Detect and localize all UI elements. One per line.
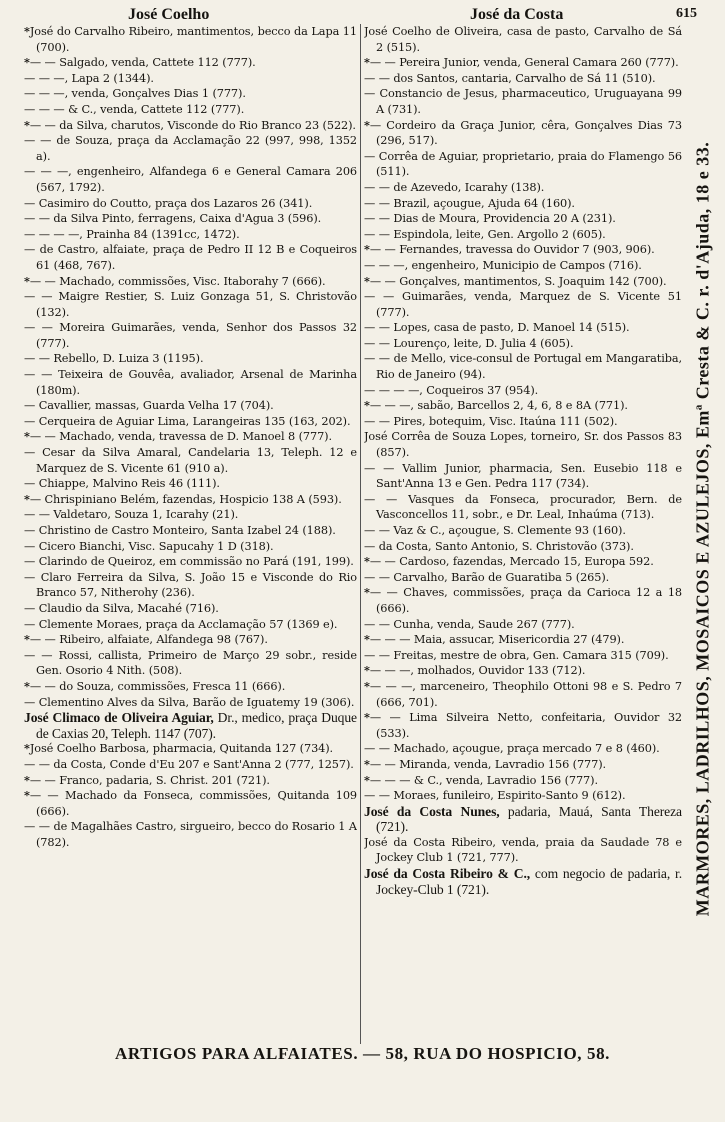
entry-star-marker: * (364, 632, 370, 647)
entry-text: — — —, venda, Gonçalves Dias 1 (777). (24, 87, 246, 101)
entry-text: — — Rossi, callista, Primeiro de Março 29 sobr., reside Gen. Osorio 4 Nith. (508). (24, 648, 357, 678)
directory-entry (364, 398, 682, 414)
entry-text: — — Rebello, D. Luiza 3 (1195). (24, 352, 204, 366)
directory-entry (24, 539, 357, 555)
entry-text: — — Vaz & C., açougue, S. Clemente 93 (160). (364, 524, 626, 537)
directory-entry (24, 476, 357, 492)
directory-entry (24, 741, 357, 757)
directory-entry (364, 539, 682, 555)
entry-text: José do Carvalho Ribeiro, mantimentos, becco da Lapa 11 (700). (29, 25, 357, 54)
entry-text: — — — & C., venda, Cattete 112 (777). (24, 102, 245, 116)
entry-text: com negocio de padaria, r. Jockey-Club 1 (721). (376, 866, 682, 897)
directory-entry (364, 554, 682, 570)
directory-entry (364, 835, 682, 866)
directory-entry (24, 695, 357, 711)
directory-entry (364, 351, 682, 382)
entry-bold-name: José da Costa Nunes, (364, 803, 500, 819)
entry-text: — — Machado, commissões, Visc. Itaborahy 7 (666). (29, 274, 326, 288)
entry-text: — — Salgado, venda, Cattete 112 (777). (29, 56, 256, 70)
left-column (24, 24, 357, 1044)
entry-text: — — Pires, botequim, Visc. Itaúna 111 (502). (364, 414, 618, 428)
entry-text: — Chiappe, Malvino Reis 46 (111). (24, 477, 220, 491)
entry-text: — — Cardoso, fazendas, Mercado 15, Europa 592. (369, 555, 654, 569)
footer-advertisement: ARTIGOS PARA ALFAIATES. — 58, RUA DO HOSPICIO, 58. (114, 1044, 611, 1063)
entry-text: — — Cunha, venda, Saude 267 (777). (364, 617, 575, 631)
entry-text: — Cordeiro da Graça Junior, cêra, Gonçalves Dias 73 (296, 517). (369, 118, 682, 148)
entry-text: — — — —, Prainha 84 (1391cc, 1472). (24, 227, 240, 241)
entry-text: — — —, sabão, Barcellos 2, 4, 6, 8 e 8A (771). (369, 399, 628, 413)
entry-text: — — Maigre Restier, S. Luiz Gonzaga 51, S. Christovão (132). (24, 290, 357, 319)
directory-entry (364, 617, 682, 633)
entry-text: José Coelho de Oliveira, casa de pasto, Carvalho de Sá 2 (515). (364, 25, 682, 54)
entry-text: — Claudio da Silva, Macahé (716). (24, 601, 219, 615)
entry-star-marker: * (24, 678, 30, 693)
directory-entry (24, 601, 357, 617)
entry-star-marker: * (364, 398, 370, 413)
directory-entry (364, 741, 682, 757)
entry-star-marker: * (24, 491, 30, 506)
entry-text: — Cavallier, massas, Guarda Velha 17 (704). (24, 399, 274, 413)
directory-entry (364, 710, 682, 741)
entry-text: — — Brazil, açougue, Ajuda 64 (160). (364, 196, 575, 210)
entry-star-marker: * (364, 772, 370, 787)
directory-entry (364, 336, 682, 352)
directory-entry (24, 164, 357, 195)
page-number: 615 (676, 6, 697, 21)
entry-text: — Clarindo de Queiroz, em commissão no Pará (191, 199). (24, 555, 354, 569)
directory-entry (364, 523, 682, 539)
entry-text: — — —, engenheiro, Alfandega 6 e General Camara 206 (567, 1792). (24, 165, 357, 194)
entry-text: — — —, molhados, Ouvidor 133 (712). (369, 664, 586, 678)
entry-text: — Cesar da Silva Amaral, Candelaria 13, Teleph. 12 e Marquez de S. Vicente 61 (910 a). (24, 446, 357, 475)
entry-text: — — de Magalhães Castro, sirgueiro, becco do Rosario 1 A (782). (24, 820, 357, 849)
directory-entry (24, 102, 357, 118)
entry-text: — — da Costa, Conde d'Eu 207 e Sant'Anna 2 (777, 1257). (24, 757, 354, 771)
entry-text: — — Fernandes, travessa do Ouvidor 7 (903, 906). (369, 243, 655, 257)
entry-text: — — Lima Silveira Netto, confeitaria, Ouvidor 32 (533). (369, 711, 682, 740)
entry-text: Dr., medico, praça Duque de Caxias 20, Teleph. 1147 (707). (36, 710, 357, 741)
directory-entry (24, 819, 357, 850)
header-right-entry: José da Costa (470, 6, 564, 23)
entry-text: — — Vasques da Fonseca, procurador, Bern. de Vasconcellos 11, sobr., e Dr. Leal, Inhaúma (713). (364, 492, 682, 522)
entry-text: — — — & C., venda, Lavradio 156 (777). (369, 773, 598, 787)
entry-text: — — Miranda, venda, Lavradio 156 (777). (369, 757, 607, 771)
entry-text: — — —, marceneiro, Theophilo Ottoni 98 e S. Pedro 7 (666, 701). (369, 679, 682, 709)
entry-star-marker: * (364, 554, 370, 569)
directory-entry (24, 289, 357, 320)
entry-text: — — Teixeira de Gouvêa, avaliador, Arsenal de Marinha (180m). (24, 368, 357, 397)
entry-text: — — dos Santos, cantaria, Carvalho de Sá 11 (510). (364, 71, 656, 85)
entry-text: — — da Silva Pinto, ferragens, Caixa d'Agua 3 (596). (24, 212, 322, 226)
entry-text: — — Carvalho, Barão de Guaratiba 5 (265). (364, 570, 610, 584)
entry-text: — — —, Lapa 2 (1344). (24, 71, 154, 85)
entry-star-marker: * (364, 242, 370, 257)
entry-star-marker: * (24, 772, 30, 787)
entry-text: — Clementino Alves da Silva, Barão de Iguatemy 19 (306). (24, 695, 355, 709)
entry-star-marker: * (24, 632, 30, 647)
header-left-entry: José Coelho (128, 6, 210, 23)
entry-text: — — Machado, açougue, praça mercado 7 e 8 (460). (364, 742, 660, 756)
directory-entry (24, 242, 357, 273)
directory-entry (364, 86, 682, 117)
entry-text: — — Moreira Guimarães, venda, Senhor dos Passos 32 (777). (24, 321, 357, 350)
directory-entry (364, 866, 682, 897)
directory-entry (364, 289, 682, 320)
directory-entry (24, 211, 357, 227)
directory-entry (24, 320, 357, 351)
directory-entry (364, 227, 682, 243)
directory-entry (364, 757, 682, 773)
directory-entry (364, 211, 682, 227)
directory-entry (24, 414, 357, 430)
entry-text: — — Lourenço, leite, D. Julia 4 (605). (364, 336, 574, 350)
directory-entry (24, 710, 357, 741)
entry-text: — — Guimarães, venda, Marquez de S. Vicente 51 (777). (364, 290, 682, 319)
directory-entry (364, 24, 682, 55)
directory-entry (364, 118, 682, 149)
directory-entry (364, 663, 682, 679)
directory-entry (24, 398, 357, 414)
directory-entry (24, 788, 357, 819)
entry-star-marker: * (364, 117, 370, 132)
directory-entry (364, 258, 682, 274)
entry-star-marker: * (24, 429, 30, 444)
directory-entry (24, 773, 357, 789)
entry-star-marker: * (364, 55, 370, 70)
entry-text: — Cicero Bianchi, Visc. Sapucahy 1 D (318). (24, 539, 274, 553)
entry-text: — — — —, Coqueiros 37 (954). (364, 383, 539, 397)
directory-entry (364, 492, 682, 523)
entry-text: — de Castro, alfaiate, praça de Pedro II 12 B e Coqueiros 61 (468, 767). (24, 243, 357, 272)
directory-entry (364, 414, 682, 430)
entry-text: — — de Mello, vice-consul de Portugal em Mangaratiba, Rio de Janeiro (94). (364, 352, 682, 382)
directory-entry (24, 679, 357, 695)
directory-entry (364, 679, 682, 710)
directory-entry (24, 554, 357, 570)
entry-text: — — Pereira Junior, venda, General Camara 260 (777). (369, 56, 679, 70)
directory-entry (364, 55, 682, 71)
directory-entry (24, 118, 357, 134)
entry-text: — Constancio de Jesus, pharmaceutico, Uruguayana 99 A (731). (364, 87, 682, 116)
entry-text: — — Franco, padaria, S. Christ. 201 (721). (29, 773, 270, 787)
entry-text: — — — Maia, assucar, Misericordia 27 (479). (369, 633, 625, 647)
entry-star-marker: * (24, 55, 30, 70)
column-divider (360, 24, 361, 1044)
entry-text: — Clemente Moraes, praça da Acclamação 57 (1369 e). (24, 617, 338, 631)
entry-text: — — Valdetaro, Souza 1, Icarahy (21). (24, 508, 239, 522)
directory-entry (24, 227, 357, 243)
directory-entry (24, 196, 357, 212)
entry-star-marker: * (364, 585, 370, 600)
entry-text: — Corrêa de Aguiar, proprietario, praia do Flamengo 56 (511). (364, 149, 682, 179)
entry-star-marker: * (24, 788, 30, 803)
entry-star-marker: * (24, 273, 30, 288)
directory-entry (24, 133, 357, 164)
entry-text: padaria, Mauá, Santa Thereza (721). (376, 803, 682, 835)
entry-bold-name: José da Costa Ribeiro & C., (364, 866, 531, 882)
directory-entry (364, 383, 682, 399)
side-advertisement-text: MARMORES, LADRILHOS, MOSAICOS E AZULEJOS, Emª Cresta & C. r. d'Ajuda, 18 e 33. (692, 141, 713, 917)
directory-entry (24, 71, 357, 87)
directory-entry (24, 367, 357, 398)
entry-text: — — —, engenheiro, Municipio de Campos (716). (364, 258, 642, 272)
entry-text: — Cerqueira de Aguiar Lima, Larangeiras 135 (163, 202). (24, 414, 351, 428)
entry-text: — — Dias de Moura, Providencia 20 A (231). (364, 212, 616, 226)
side-advertisement (686, 24, 720, 1034)
directory-entry (24, 507, 357, 523)
entry-text: — — Chaves, commissões, praça da Carioca 12 a 18 (666). (369, 586, 682, 615)
entry-text: — da Costa, Santo Antonio, S. Christovão (373). (364, 539, 634, 553)
entry-star-marker: * (364, 710, 370, 725)
directory-entry (24, 55, 357, 71)
right-column (364, 24, 682, 1044)
directory-entry (24, 523, 357, 539)
entry-star-marker: * (364, 756, 370, 771)
directory-entry (364, 461, 682, 492)
directory-entry (364, 196, 682, 212)
entry-text: — — da Silva, charutos, Visconde do Rio Branco 23 (522). (29, 118, 356, 132)
directory-entry (364, 632, 682, 648)
directory-entry (364, 648, 682, 664)
entry-text: — — Moraes, funileiro, Espirito-Santo 9 (612). (364, 789, 626, 803)
entry-star-marker: * (24, 24, 30, 38)
directory-entry (24, 445, 357, 476)
entry-text: — Christino de Castro Monteiro, Santa Izabel 24 (188). (24, 524, 336, 537)
entry-text: José da Costa Ribeiro, venda, praia da Saudade 78 e Jockey Club 1 (721, 777). (364, 835, 682, 865)
directory-entry (364, 180, 682, 196)
entry-bold-name: José Climaco de Oliveira Aguiar, (24, 710, 214, 726)
directory-entry (24, 274, 357, 290)
entry-text: — — Ribeiro, alfaiate, Alfandega 98 (767). (29, 633, 268, 647)
entry-text: — Casimiro do Coutto, praça dos Lazaros 26 (341). (24, 196, 313, 210)
directory-entry (24, 429, 357, 445)
directory-entry (364, 585, 682, 616)
entry-text: — — Freitas, mestre de obra, Gen. Camara 315 (709). (364, 648, 669, 662)
directory-entry (24, 351, 357, 367)
directory-entry (24, 570, 357, 601)
entry-star-marker: * (24, 117, 30, 132)
entry-text: José Corrêa de Souza Lopes, torneiro, Sr. dos Passos 83 (857). (364, 430, 682, 460)
entry-star-marker: * (364, 663, 370, 678)
entry-text: — — Lopes, casa de pasto, D. Manoel 14 (515). (364, 321, 630, 335)
entry-star-marker: * (24, 741, 30, 756)
directory-entry (24, 492, 357, 508)
directory-entry (24, 648, 357, 679)
directory-entry (364, 149, 682, 180)
entry-text: — Chrispiniano Belém, fazendas, Hospicio 138 A (593). (29, 492, 342, 506)
entry-text: — — de Souza, praça da Acclamação 22 (997, 998, 1352 a). (24, 134, 357, 163)
directory-entry (24, 632, 357, 648)
entry-text: — — Espindola, leite, Gen. Argollo 2 (605). (364, 227, 606, 241)
entry-text: — — de Azevedo, Icarahy (138). (364, 180, 545, 194)
directory-entry (364, 71, 682, 87)
entry-text: — — Machado, venda, travessa de D. Manoel 8 (777). (29, 430, 332, 444)
directory-entry (364, 788, 682, 804)
directory-entry (364, 242, 682, 258)
directory-entry (364, 570, 682, 586)
entry-star-marker: * (364, 273, 370, 288)
directory-entry (364, 773, 682, 789)
entry-star-marker: * (364, 678, 370, 693)
entry-text: — Claro Ferreira da Silva, S. João 15 e Visconde do Rio Branco 57, Nitherohy (236). (24, 570, 357, 600)
entry-text: José Coelho Barbosa, pharmacia, Quitanda 127 (734). (29, 742, 334, 756)
directory-entry (364, 429, 682, 460)
entry-text: — — Vallim Junior, pharmacia, Sen. Eusebio 118 e Sant'Anna 13 e Gen. Pedra 117 (734). (364, 461, 682, 491)
directory-entry (24, 757, 357, 773)
directory-entry (24, 617, 357, 633)
directory-entry (364, 804, 682, 835)
directory-entry (24, 24, 357, 55)
directory-entry (364, 320, 682, 336)
entry-text: — — do Souza, commissões, Fresca 11 (666). (29, 679, 286, 693)
entry-text: — — Gonçalves, mantimentos, S. Joaquim 142 (700). (369, 274, 667, 288)
entry-text: — — Machado da Fonseca, commissões, Quitanda 109 (666). (29, 789, 357, 818)
directory-entry (364, 274, 682, 290)
directory-entry (24, 86, 357, 102)
